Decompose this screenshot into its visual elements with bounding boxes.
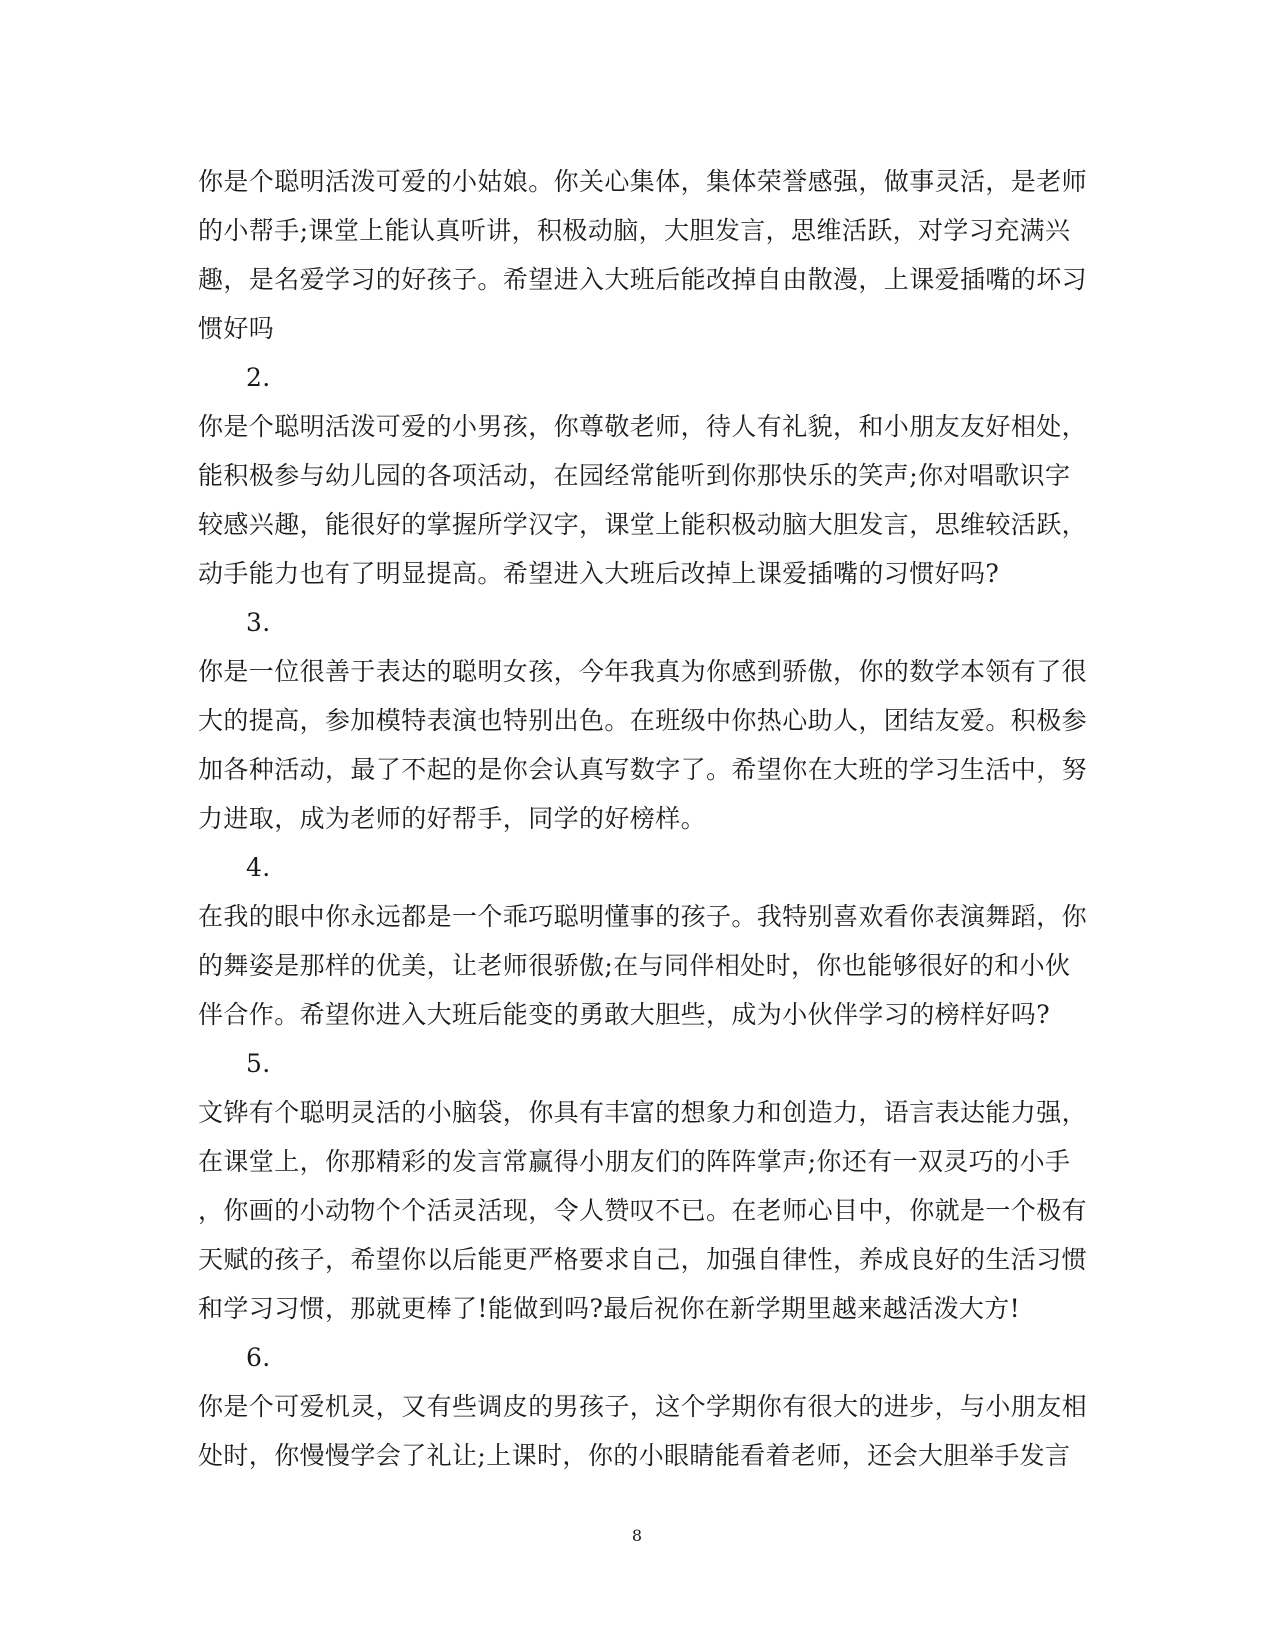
body-line: 惯好吗: [198, 314, 275, 343]
item-number: 5.: [246, 1049, 271, 1078]
body-line: 力进取，成为老师的好帮手，同学的好榜样。: [198, 804, 707, 833]
body-line: 的小帮手;课堂上能认真听讲，积极动脑，大胆发言，思维活跃，对学习充满兴: [198, 216, 1071, 245]
body-line: 文铧有个聪明灵活的小脑袋，你具有丰富的想象力和创造力，语言表达能力强，: [198, 1098, 1088, 1127]
item-number: 3.: [246, 608, 271, 637]
body-line: 处时，你慢慢学会了礼让;上课时，你的小眼睛能看着老师，还会大胆举手发言: [198, 1441, 1071, 1470]
body-line: 能积极参与幼儿园的各项活动，在园经常能听到你那快乐的笑声;你对唱歌识字: [198, 461, 1071, 490]
body-line: 在我的眼中你永远都是一个乖巧聪明懂事的孩子。我特别喜欢看你表演舞蹈，你: [198, 902, 1088, 931]
page-number: 8: [631, 1526, 643, 1545]
body-line: 动手能力也有了明显提高。希望进入大班后改掉上课爱插嘴的习惯好吗?: [198, 559, 1000, 588]
item-number: 6.: [246, 1343, 271, 1372]
body-line: 你是个聪明活泼可爱的小姑娘。你关心集体，集体荣誉感强，做事灵活，是老师: [198, 167, 1088, 196]
item-number: 2.: [246, 363, 271, 392]
body-line: 伴合作。希望你进入大班后能变的勇敢大胆些，成为小伙伴学习的榜样好吗?: [198, 1000, 1051, 1029]
item-number: 4.: [246, 853, 271, 882]
body-line: 天赋的孩子，希望你以后能更严格要求自己，加强自律性，养成良好的生活习惯: [198, 1245, 1088, 1274]
body-line: 加各种活动，最了不起的是你会认真写数字了。希望你在大班的学习生活中，努: [198, 755, 1088, 784]
body-line: 你是个可爱机灵，又有些调皮的男孩子，这个学期你有很大的进步，与小朋友相: [198, 1392, 1088, 1421]
body-line: 在课堂上，你那精彩的发言常赢得小朋友们的阵阵掌声;你还有一双灵巧的小手: [198, 1147, 1071, 1176]
body-line: 和学习习惯，那就更棒了!能做到吗?最后祝你在新学期里越来越活泼大方!: [198, 1294, 1021, 1323]
body-line: 较感兴趣，能很好的掌握所学汉字，课堂上能积极动脑大胆发言，思维较活跃，: [198, 510, 1088, 539]
body-line: 趣，是名爱学习的好孩子。希望进入大班后能改掉自由散漫，上课爱插嘴的坏习: [198, 265, 1088, 294]
body-line: ，你画的小动物个个活灵活现，令人赞叹不已。在老师心目中，你就是一个极有: [198, 1196, 1088, 1225]
body-line: 大的提高，参加模特表演也特别出色。在班级中你热心助人，团结友爱。积极参: [198, 706, 1088, 735]
body-line: 你是一位很善于表达的聪明女孩，今年我真为你感到骄傲，你的数学本领有了很: [198, 657, 1088, 686]
body-line: 的舞姿是那样的优美，让老师很骄傲;在与同伴相处时，你也能够很好的和小伙: [198, 951, 1071, 980]
body-line: 你是个聪明活泼可爱的小男孩，你尊敬老师，待人有礼貌，和小朋友友好相处，: [198, 412, 1088, 441]
document-body: [198, 157, 1088, 1480]
